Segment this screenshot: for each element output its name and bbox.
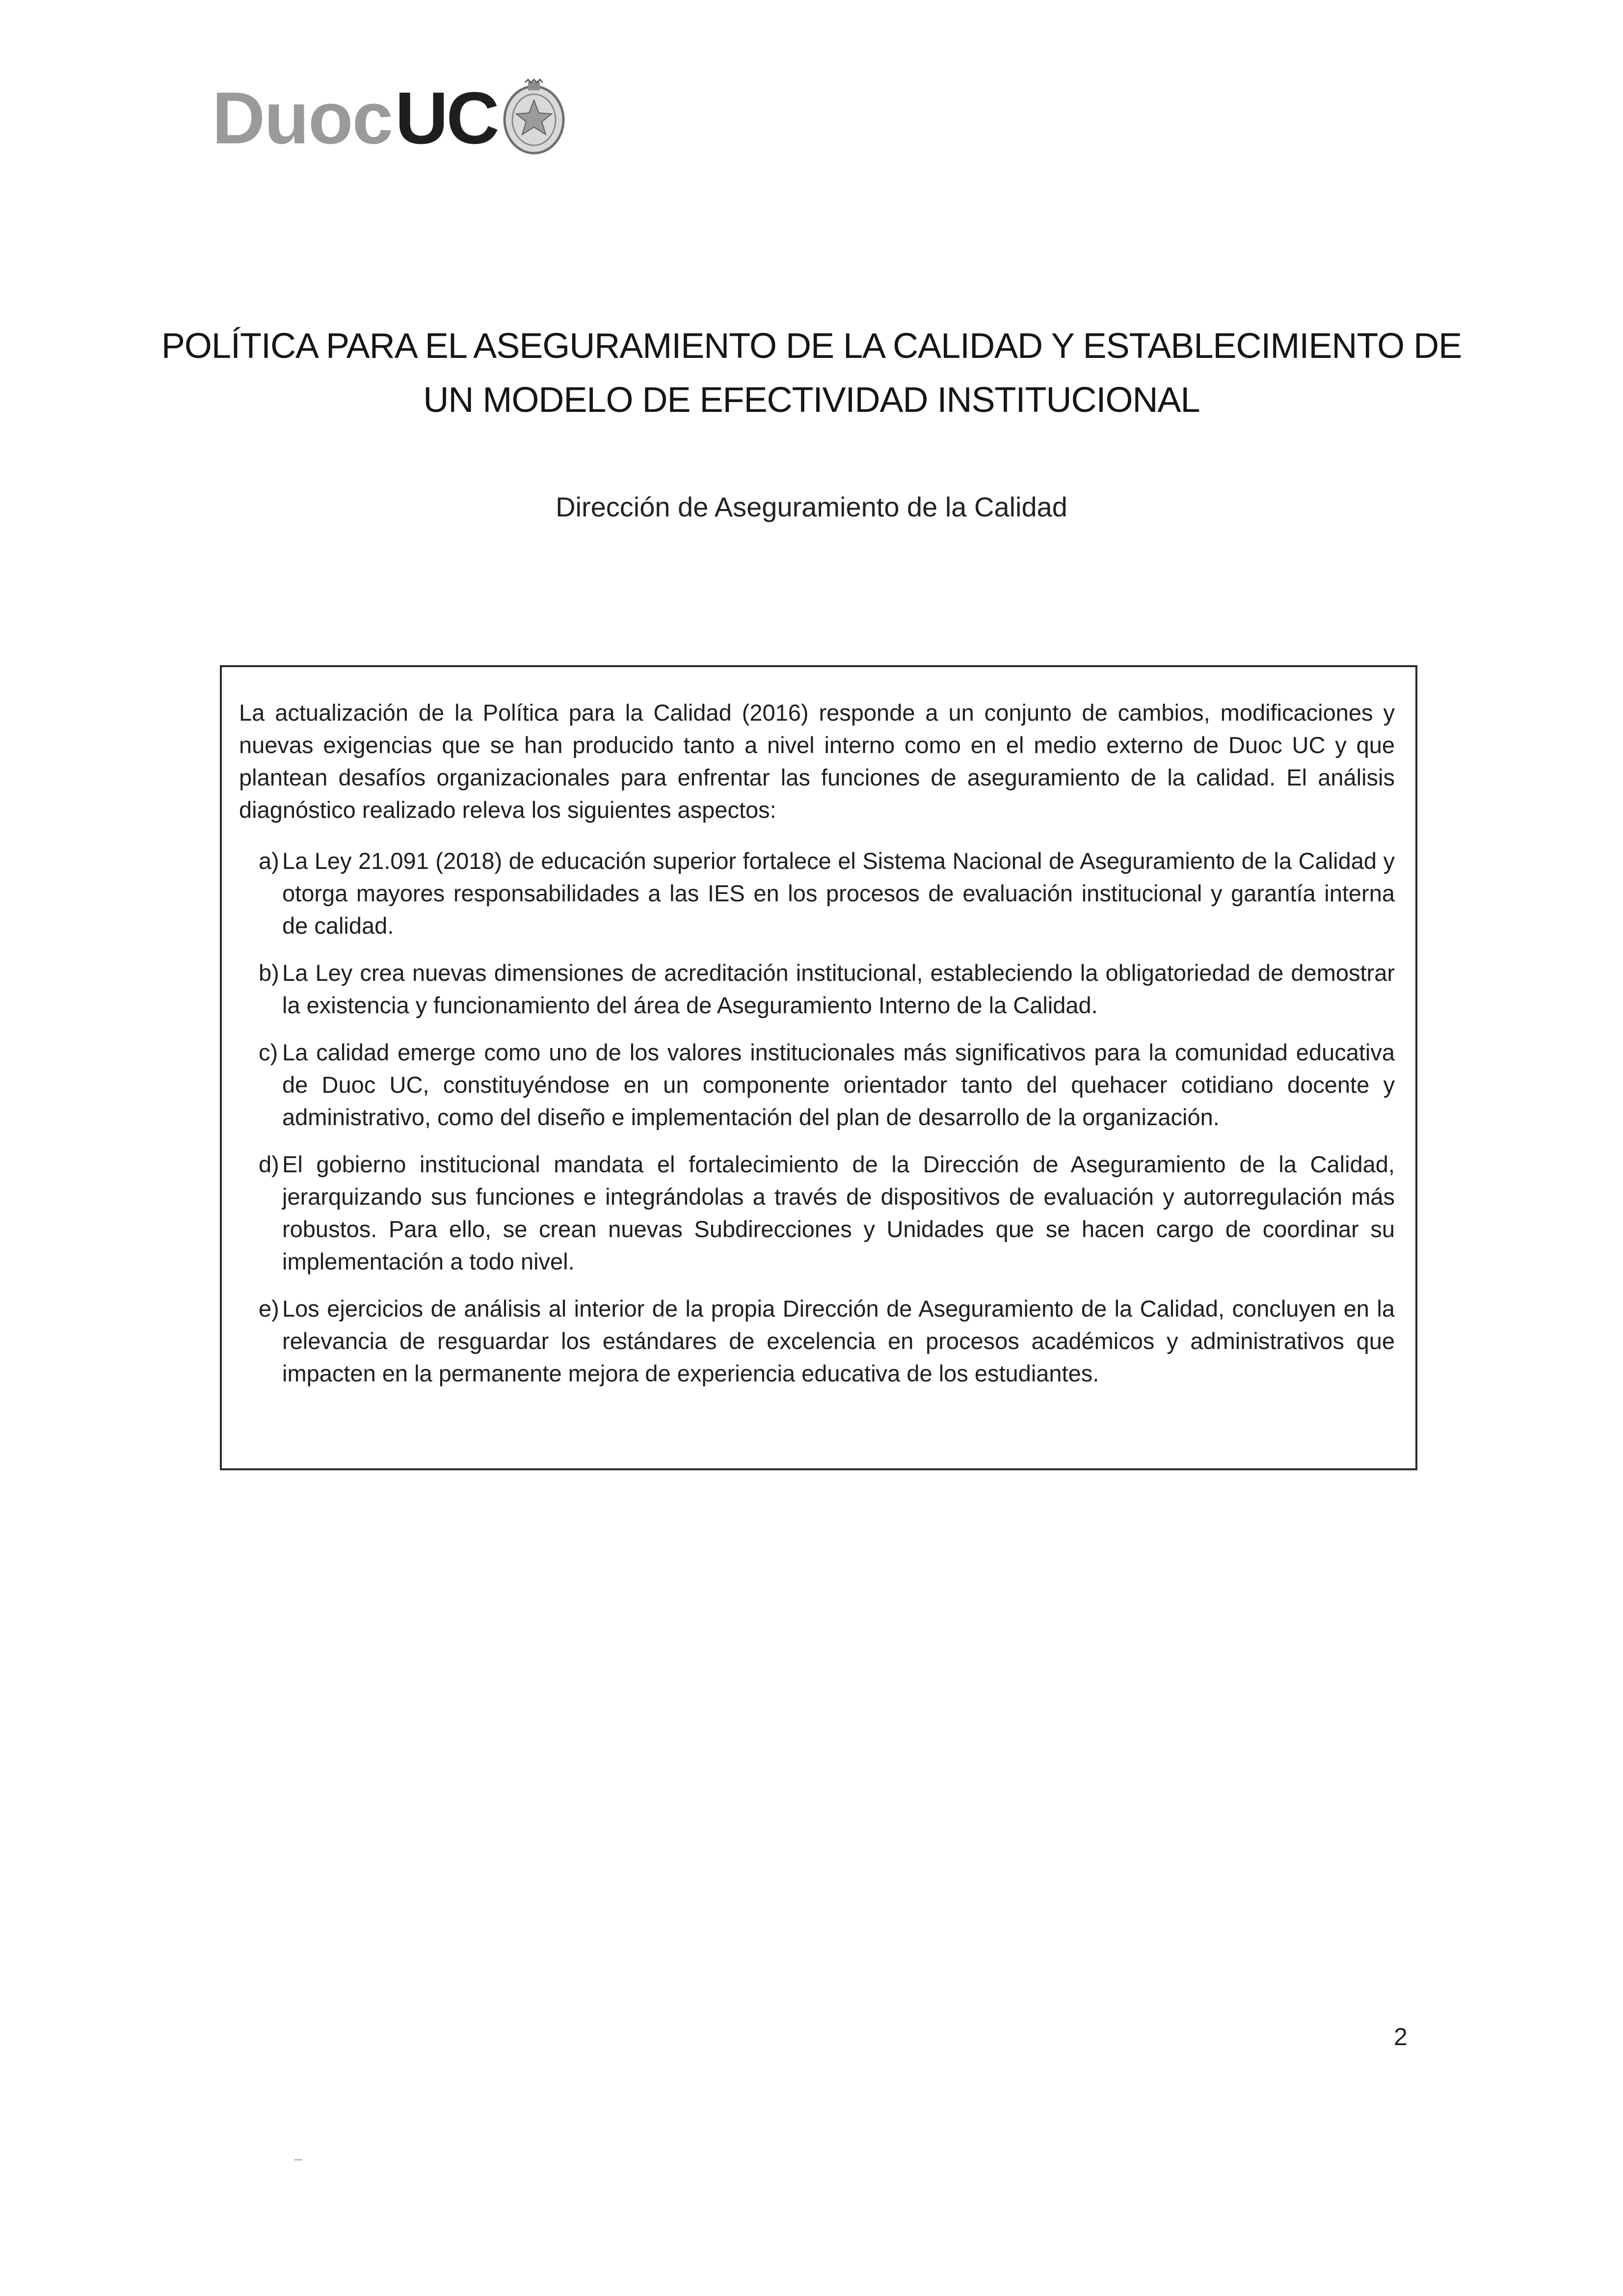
seal-icon — [500, 79, 568, 157]
list-item-letter: d) — [259, 1151, 279, 1177]
list-item-letter: e) — [259, 1296, 279, 1322]
duoc-uc-logo — [212, 74, 568, 162]
list-item-b — [239, 957, 1395, 1022]
document-subtitle: Dirección de Aseguramiento de la Calidad — [556, 491, 1067, 522]
logo-text-uc: UC — [395, 77, 498, 159]
list-item-letter: b) — [259, 960, 279, 986]
logo-text-duoc: Duoc — [212, 77, 392, 159]
list-item-text: El gobierno institucional mandata el fortalecimiento de la Dirección de Aseguramiento de la Calidad, jerarquizando sus funciones e integrándolas a través de dispositivos de evaluación y autorregulación más robustos. Para ello, se crean nuevas Subdirecciones y Unidades que se hacen cargo de coordinar su implementación a todo nivel. — [282, 1151, 1395, 1274]
list-item-e — [239, 1293, 1395, 1390]
list-item-text: Los ejercicios de análisis al interior de la propia Dirección de Aseguramiento de la Calidad, concluyen en la relevancia de resguardar los estándares de excelencia en procesos académicos y administrativos que impacten en la permanente mejora de experiencia educativa de los estudiantes. — [282, 1296, 1395, 1386]
list-item-text: La calidad emerge como uno de los valores institucionales más significativos para la comunidad educativa de Duoc UC, constituyéndose en un componente orientador tanto del quehacer cotidiano docente y administrativo, como del diseño e implementación del plan de desarrollo de la organización. — [282, 1039, 1395, 1130]
list-item-text: La Ley crea nuevas dimensiones de acreditación institucional, estableciendo la obligatoriedad de demostrar la existencia y funcionamiento del área de Aseguramiento Interno de la Calidad. — [282, 960, 1395, 1018]
scan-speck — [294, 2159, 302, 2161]
list-item-c — [239, 1036, 1395, 1134]
document-title — [147, 319, 1476, 427]
summary-box — [220, 665, 1417, 1470]
box-intro-paragraph: La actualización de la Política para la Calidad (2016) responde a un conjunto de cambios, modificaciones y nuevas exigencias que se han producido tanto a nivel interno como en el medio externo de Duoc UC y que plantean desafíos organizacionales para enfrentar las funciones de aseguramiento de la calidad. El análisis diagnóstico realizado releva los siguientes aspectos: — [239, 700, 1395, 823]
list-item-letter: c) — [259, 1039, 278, 1065]
list-item-text: La Ley 21.091 (2018) de educación superior fortalece el Sistema Nacional de Aseguramiento de la Calidad y otorga mayores responsabilidades a las IES en los procesos de evaluación institucional y garantía interna de calidad. — [282, 848, 1395, 939]
list-item-d — [239, 1148, 1395, 1278]
list-item-a — [239, 845, 1395, 942]
title-line-2: UN MODELO DE EFECTIVIDAD INSTITUCIONAL — [423, 380, 1200, 420]
list-item-letter: a) — [259, 848, 279, 874]
title-line-1: POLÍTICA PARA EL ASEGURAMIENTO DE LA CALIDAD Y ESTABLECIMIENTO DE — [161, 326, 1462, 366]
page-number: 2 — [1394, 2023, 1408, 2051]
